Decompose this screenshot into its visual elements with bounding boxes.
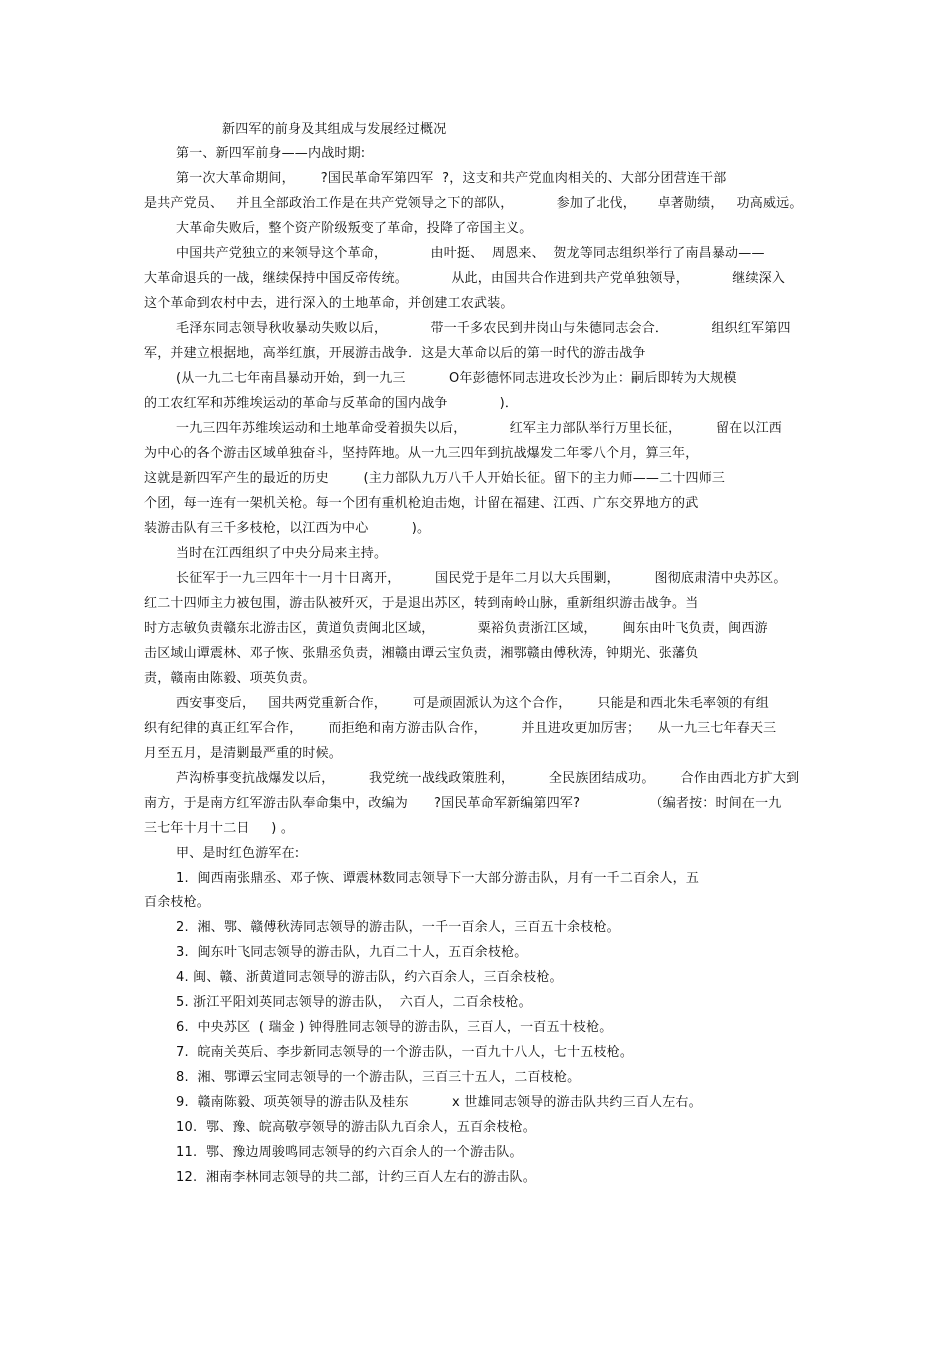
paragraph-line: 这就是新四军产生的最近的历史 (主力部队九万八千人开始长征。留下的主力师——二十四师三 — [144, 471, 726, 486]
paragraph-line: 织有纪律的真正红军合作， 而拒绝和南方游击队合作， 并且进攻更加厉害； 从一九三七年春天三 — [144, 721, 777, 736]
paragraph-line: 的工农红军和苏维埃运动的革命与反革命的国内战争 )． — [144, 396, 519, 411]
paragraph-line: 三七年十月十二日 ) 。 — [144, 821, 295, 836]
paragraph-line: 为中心的各个游击区域单独奋斗，坚持阵地。从一九三四年到抗战爆发二年零八个月，算三年， — [144, 446, 699, 461]
paragraph-line: 芦沟桥事变抗战爆发以后， 我党统一战线政策胜利， 全民族团结成功。 合作由西北方扩大到 — [176, 771, 800, 786]
paragraph-line: 红二十四师主力被包围，游击队被歼灭，于是退出苏区，转到南岭山脉，重新组织游击战争。当 — [144, 596, 699, 611]
list-item: 8. 湘、鄂谭云宝同志领导的一个游击队，三百三十五人，二百枝枪。 — [176, 1070, 581, 1085]
paragraph-line: 当时在江西组织了中央分局来主持。 — [176, 546, 388, 561]
list-item: 6. 中央苏区 ( 瑞金 ) 钟得胜同志领导的游击队，三百人，一百五十枝枪。 — [176, 1020, 613, 1035]
paragraph-line: 这个革命到农村中去，进行深入的土地革命，并创建工农武装。 — [144, 296, 514, 311]
list-item: 2. 湘、鄂、赣傅秋涛同志领导的游击队，一千一百余人，三百五十余枝枪。 — [176, 920, 620, 935]
paragraph-line: 月至五月，是清剿最严重的时候。 — [144, 746, 343, 761]
paragraph-line: 个团，每一连有一架机关枪。每一个团有重机枪迫击炮，计留在福建、江西、广东交界地方的武 — [144, 496, 699, 511]
paragraph-line: (从一九二七年南昌暴动开始，到一九三 O年彭德怀同志进攻长沙为止：嗣后即转为大规模 — [176, 371, 737, 386]
paragraph-line: 大革命失败后，整个资产阶级叛变了革命，投降了帝国主义。 — [176, 221, 533, 236]
paragraph-line: 责，赣南由陈毅、项英负责。 — [144, 671, 316, 686]
paragraph-line: 军，并建立根据地，高举红旗，开展游击战争．这是大革命以后的第一时代的游击战争 — [144, 346, 646, 361]
paragraph-line: 西安事变后， 国共两党重新合作， 可是顽固派认为这个合作， 只能是和西北朱毛率领的有组 — [176, 696, 769, 711]
paragraph-line: 击区域山谭震林、邓子恢、张鼎丞负责，湘赣由谭云宝负责，湘鄂赣由傅秋涛，钟期光、张藩负 — [144, 646, 699, 661]
paragraph-line: 第一次大革命期间， ?国民革命军第四军 ?，这支和共产党血肉相关的、大部分团营连干部 — [176, 171, 727, 186]
section-heading: 第一、新四军前身——内战时期: — [176, 146, 366, 161]
list-item: 5. 浙江平阳刘英同志领导的游击队， 六百人，二百余枝枪。 — [176, 995, 532, 1010]
paragraph-line: 一九三四年苏维埃运动和土地革命受着损失以后， 红军主力部队举行万里长征， 留在以江西 — [176, 421, 782, 436]
paragraph-line: 长征军于一九三四年十一月十日离开， 国民党于是年二月以大兵围剿， 图彻底肃清中央苏区。 — [176, 571, 787, 586]
list-item: 10. 鄂、豫、皖高敬亭领导的游击队九百余人，五百余枝枪。 — [176, 1120, 536, 1135]
paragraph-line: 大革命退兵的一战，继续保持中国反帝传统。 从此，由国共合作进到共产党单独领导， 继续深入 — [144, 271, 786, 286]
paragraph-line: 装游击队有三千多枝枪，以江西为中心 )。 — [144, 521, 431, 536]
list-item: 12. 湘南李林同志领导的共二部，计约三百人左右的游击队。 — [176, 1170, 536, 1185]
paragraph-line: 中国共产党独立的来领导这个革命， 由叶挺、 周恩来、 贺龙等同志组织举行了南昌暴动—— — [176, 246, 765, 261]
list-item: 4. 闽、赣、浙黄道同志领导的游击队，约六百余人，三百余枝枪。 — [176, 970, 563, 985]
subsection-heading: 甲、是时红色游军在: — [176, 846, 300, 861]
list-item: 7. 皖南关英后、李步新同志领导的一个游击队，一百九十八人，七十五枝枪。 — [176, 1045, 634, 1060]
paragraph-line: 毛泽东同志领导秋收暴动失败以后， 带一千多农民到井岗山与朱德同志会合． 组织红军第四 — [176, 321, 791, 336]
paragraph-line: 是共产党员、 并且全部政治工作是在共产党领导之下的部队， 参加了北伐， 卓著勋绩， 功高威远。 — [144, 196, 803, 211]
list-item: 9. 赣南陈毅、项英领导的游击队及桂东 x 世雄同志领导的游击队共约三百人左右。 — [176, 1095, 702, 1110]
paragraph-line: 时方志敏负责赣东北游击区，黄道负责闽北区域， 粟裕负责浙江区域， 闽东由叶飞负责，闽西游 — [144, 621, 768, 636]
paragraph-line: 南方，于是南方红军游击队奉命集中，改编为 ?国民革命军新编第四军? （编者按：时间在一九 — [144, 796, 782, 811]
document-title: 新四军的前身及其组成与发展经过概况 — [222, 122, 447, 137]
list-item: 11. 鄂、豫边周骏鸣同志领导的约六百余人的一个游击队。 — [176, 1145, 523, 1160]
list-item-continuation: 百余枝枪。 — [144, 895, 211, 910]
list-item: 1. 闽西南张鼎丞、邓子恢、谭震林数同志领导下一大部分游击队，月有一千二百余人，五 — [176, 871, 700, 886]
list-item: 3. 闽东叶飞同志领导的游击队，九百二十人，五百余枝枪。 — [176, 945, 528, 960]
